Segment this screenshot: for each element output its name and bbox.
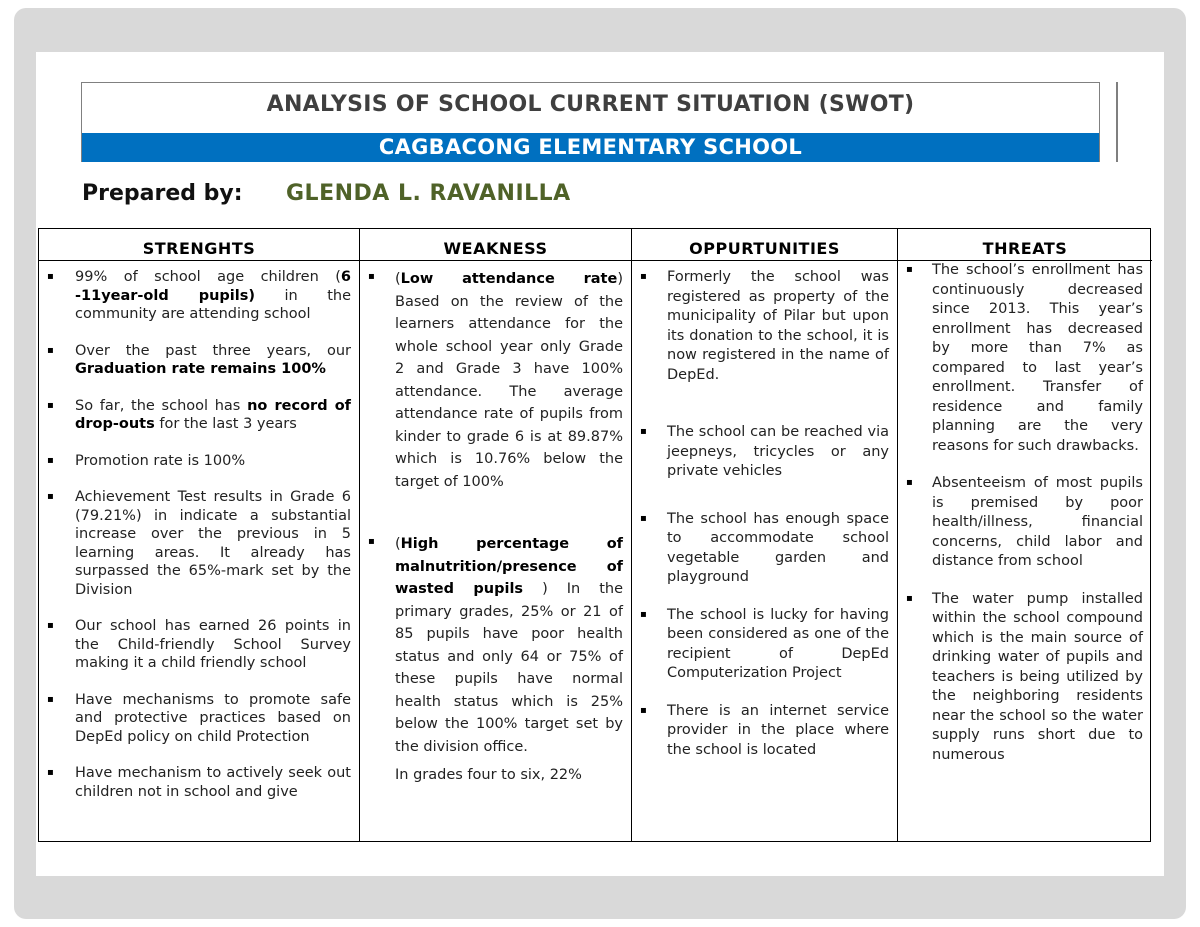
school-name-band: CAGBACONG ELEMENTARY SCHOOL	[82, 133, 1099, 162]
title-side-rule	[1116, 82, 1118, 162]
strengths-item	[47, 691, 351, 747]
strengths-item	[47, 488, 351, 599]
bullet-icon: ▪	[47, 344, 54, 356]
threats-item	[906, 261, 1143, 456]
bullet-icon: ▪	[368, 271, 375, 282]
opportunities-heading: OPPURTUNITIES	[632, 229, 897, 261]
item-text: (	[395, 536, 401, 552]
document-title: ANALYSIS OF SCHOOL CURRENT SITUATION (SWOT)	[266, 92, 915, 117]
item-text: Have mechanism to actively seek out children not in school and give	[75, 765, 351, 800]
preparer-name: GLENDA L. RAVANILLA	[286, 181, 571, 206]
opportunities-item	[640, 423, 889, 482]
bullet-icon: ▪	[368, 536, 375, 547]
item-emphasis: no record of drop-outs	[75, 397, 351, 432]
bullet-icon: ▪	[47, 399, 54, 411]
weakness-item	[368, 268, 623, 493]
opportunities-list	[632, 261, 897, 760]
item-text: Absenteeism of most pupils is premised by poor health/illness, financial concerns, child labor and distance from school	[932, 475, 1143, 569]
bullet-icon: ▪	[47, 454, 54, 466]
strengths-item	[47, 452, 351, 471]
weakness-column	[360, 229, 632, 841]
item-text: The school can be reached via jeepneys, tricycles or any private vehicles	[667, 424, 889, 479]
weakness-continuation: In grades four to six, 22%	[395, 767, 582, 783]
item-text: ) In the primary grades, 25% or 21 of 85 pupils have poor health status and only 64 or 75% of these pupils have normal health status which is 25% below the 100% target set by the division office.	[395, 581, 623, 755]
item-emphasis: High percentage of malnutrition/presence of wasted pupils	[395, 536, 623, 597]
item-text: ) Based on the review of the learners attendance for the whole school year only Grade 2 and Grade 3 have 100% attendance. The average attendance rate of pupils from kinder to grade 6 is at 89.87% which is 10.76% below the target of 100%	[395, 271, 623, 490]
bullet-icon: ▪	[47, 620, 54, 631]
item-text: So far, the school has	[75, 397, 248, 414]
bullet-icon: ▪	[640, 512, 647, 524]
item-text: Have mechanisms to promote safe and protective practices based on DepEd policy on child Protection	[75, 691, 351, 745]
item-text: Our school has earned 26 points in the Child-friendly School Survey making it a child friendly school	[75, 618, 351, 671]
bullet-icon: ▪	[47, 491, 54, 502]
item-text: 99% of school age children (	[75, 269, 341, 285]
item-text: Promotion rate is 100%	[75, 452, 246, 469]
bullet-icon: ▪	[906, 477, 913, 488]
weakness-item	[368, 533, 623, 758]
item-text: The school has enough space to accommodate school vegetable garden and playground	[667, 510, 889, 585]
bullet-icon: ▪	[640, 271, 647, 282]
threats-column	[898, 229, 1152, 841]
item-text: The water pump installed within the school compound which is the main source of drinking water of pupils and teachers is being utilized by the neighboring residents near the school so the water supply runs short due to numerous	[932, 590, 1143, 763]
item-text: The school is lucky for having been considered as one of the recipient of DepEd Computerization Project	[667, 606, 889, 681]
strengths-item	[47, 764, 351, 801]
item-text: (	[395, 271, 401, 287]
title-box	[81, 82, 1100, 162]
item-text: Over the past three years, our	[75, 342, 351, 359]
item-text: There is an internet service provider in the place where the school is located	[667, 702, 889, 758]
bullet-icon: ▪	[906, 592, 913, 604]
threats-item	[906, 474, 1143, 572]
prepared-by-label: Prepared by:	[82, 181, 243, 206]
bullet-icon: ▪	[906, 264, 913, 275]
strengths-list	[39, 261, 359, 801]
bullet-icon: ▪	[47, 693, 54, 705]
strengths-heading: STRENGHTS	[39, 229, 359, 261]
threats-heading: THREATS	[898, 229, 1152, 261]
bullet-icon: ▪	[640, 426, 647, 437]
threats-item	[906, 590, 1143, 766]
strengths-item	[47, 397, 351, 434]
item-text: in the community are attending school	[75, 287, 352, 322]
bullet-icon: ▪	[640, 704, 647, 716]
strengths-column	[39, 229, 360, 841]
item-text: for the last 3 years	[154, 416, 297, 432]
item-text: Achievement Test results in Grade 6 (79.21%) in indicate a substantial increase over the previous in 5 learning areas. It already has surpassed the 65%-mark set by the Division	[75, 489, 351, 598]
item-emphasis: Low attendance rate	[400, 271, 618, 287]
item-emphasis: Graduation rate remains 100%	[75, 361, 326, 377]
item-text: Formerly the school was registered as property of the municipality of Pilar but upon its donation to the school, it is now registered in the name of DepEd.	[667, 269, 889, 383]
weakness-list	[360, 261, 631, 758]
swot-table	[38, 228, 1151, 842]
bullet-icon: ▪	[47, 271, 54, 282]
strengths-item	[47, 342, 351, 379]
opportunities-item	[640, 702, 889, 761]
item-emphasis: 6 -11year-old pupils)	[75, 269, 351, 304]
opportunities-item	[640, 606, 889, 684]
item-text: The school’s enrollment has continuously decreased since 2013. This year’s enrollment has decreased by more than 7% as compared to last year’s enrollment. Transfer of residence and family planning are the very reasons for such drawbacks.	[932, 262, 1143, 454]
weakness-heading: WEAKNESS	[360, 229, 631, 261]
opportunities-item	[640, 510, 889, 588]
threats-list	[898, 261, 1152, 765]
strengths-item	[47, 617, 351, 673]
strengths-item	[47, 268, 352, 324]
bullet-icon: ▪	[47, 767, 54, 778]
opportunities-column	[632, 229, 898, 841]
bullet-icon: ▪	[640, 608, 647, 620]
opportunities-item	[640, 268, 889, 385]
